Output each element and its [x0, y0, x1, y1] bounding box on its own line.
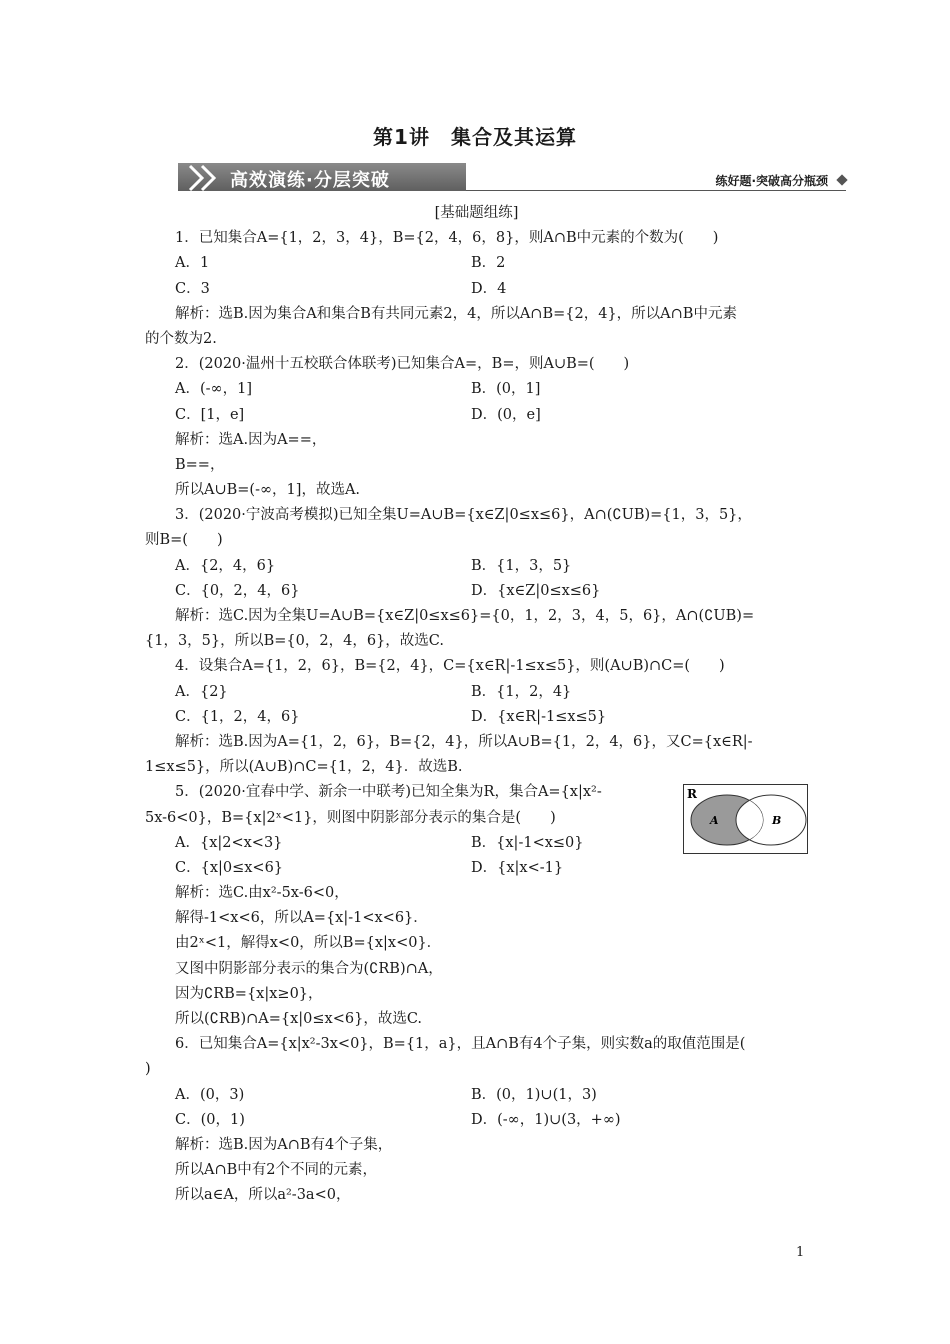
q6-stem: 6．已知集合A={x|x²-3x<0}，B={1，a}，且A∩B有4个子集，则实数a的取值范围是( [175, 1036, 746, 1053]
q4-option-b: B．{1，2，4} [471, 683, 572, 700]
q5-option-a: A．{x|2<x<3} [175, 834, 283, 851]
q5-solution-4: 又图中阴影部分表示的集合为(∁RB)∩A， [175, 960, 443, 977]
q5-solution-3: 由2ˣ<1，解得x<0，所以B={x|x<0}． [175, 935, 442, 952]
q6-solution-2: 所以A∩B中有2个不同的元素， [175, 1162, 378, 1179]
venn-label-a: A [710, 814, 719, 827]
q5-solution-5: 因为∁RB={x|x≥0}， [175, 985, 323, 1002]
q6-option-c: C．(0，1) [175, 1111, 245, 1128]
q6-solution-3: 所以a∈A，所以a²-3a<0， [175, 1187, 351, 1204]
q6-option-d: D．(-∞，1)∪(3，+∞) [471, 1111, 621, 1128]
venn-diagram [683, 784, 808, 854]
section-heading: [基础题组练] [434, 205, 519, 221]
q1-option-a: A．1 [175, 255, 210, 272]
q6-option-b: B．(0，1)∪(1，3) [471, 1086, 597, 1103]
page-number: 1 [796, 1245, 805, 1260]
q2-solution: 解析：选A.因为A==， [175, 431, 327, 448]
q4-option-a: A．{2} [175, 683, 228, 700]
q4-stem: 4．设集合A={1，2，6}，B={2，4}，C={x∈R|-1≤x≤5}，则(A∪B)∩C=( ) [175, 658, 725, 675]
q3-option-c: C．{0，2，4，6} [175, 582, 300, 599]
q3-option-d: D．{x∈Z|0≤x≤6} [471, 582, 601, 599]
venn-universe-label: R [687, 787, 697, 801]
q5-solution-2: 解得-1<x<6，所以A={x|-1<x<6}． [175, 910, 428, 927]
q2-option-d: D．(0，e] [471, 406, 541, 423]
q2-option-b: B．(0，1] [471, 381, 541, 398]
q4-option-c: C．{1，2，4，6} [175, 708, 300, 725]
section-banner [178, 162, 846, 194]
q1-option-d: D．4 [471, 280, 507, 297]
q4-solution-cont: 1≤x≤5}，所以(A∪B)∩C={1，2，4}．故选B. [145, 759, 463, 776]
q3-stem: 3．(2020·宁波高考模拟)已知全集U=A∪B={x∈Z|0≤x≤6}，A∩(∁UB)={1，3，5}， [175, 507, 752, 524]
q2-solution-2: B==， [175, 456, 225, 473]
page-title: 第1讲 集合及其运算 [373, 125, 577, 149]
q5-option-b: B．{x|-1<x≤0} [471, 834, 584, 851]
banner-rule [466, 190, 846, 191]
document-body [145, 201, 808, 1209]
q3-stem-cont: 则B=( ) [145, 532, 223, 549]
diamond-icon [836, 174, 847, 185]
q2-option-c: C．[1，e] [175, 406, 245, 423]
q2-solution-3: 所以A∪B=(-∞，1]，故选A. [175, 482, 361, 499]
q6-option-a: A．(0，3) [175, 1086, 245, 1103]
q3-solution: 解析：选C.因为全集U=A∪B={x∈Z|0≤x≤6}={0，1，2，3，4，5，6}，A∩(∁UB)= [175, 608, 755, 624]
q2-stem: 2．(2020·温州十五校联合体联考)已知集合A=，B=，则A∪B=( ) [175, 356, 630, 373]
q4-option-d: D．{x∈R|-1≤x≤5} [471, 708, 607, 725]
q3-option-b: B．{1，3，5} [471, 557, 572, 574]
q1-solution: 解析：选B.因为集合A和集合B有共同元素2，4，所以A∩B={2，4}，所以A∩B中元素 [175, 305, 737, 322]
q6-solution: 解析：选B.因为A∩B有4个子集， [175, 1136, 393, 1153]
q5-solution: 解析：选C.由x²-5x-6<0， [175, 885, 349, 902]
q6-stem-cont: ) [145, 1061, 151, 1078]
banner-slogan: 练好题·突破高分瓶颈 [715, 174, 828, 188]
q5-stem: 5．(2020·宜春中学、新余一中联考)已知全集为R，集合A={x|x²- [175, 784, 602, 801]
q2-option-a: A．(-∞，1] [175, 381, 252, 398]
q5-option-c: C．{x|0≤x<6} [175, 859, 284, 876]
q1-option-c: C．3 [175, 280, 210, 297]
banner-label: 高效演练·分层突破 [230, 170, 390, 191]
q5-stem-cont: 5x-6<0}，B={x|2ˣ<1}，则图中阴影部分表示的集合是( ) [145, 809, 556, 826]
q5-solution-6: 所以(∁RB)∩A={x|0≤x<6}，故选C. [175, 1011, 423, 1027]
q5-option-d: D．{x|x<-1} [471, 859, 564, 876]
q1-solution-cont: 的个数为2. [145, 330, 217, 347]
venn-label-b: B [772, 814, 782, 827]
q1-stem: 1．已知集合A={1，2，3，4}，B={2，4，6，8}，则A∩B中元素的个数为( ) [175, 230, 719, 247]
q1-option-b: B．2 [471, 255, 506, 272]
q4-solution: 解析：选B.因为A={1，2，6}，B={2，4}，所以A∪B={1，2，4，6}，又C={x∈R|- [175, 733, 753, 750]
chevron-right-icon [184, 163, 228, 193]
q3-option-a: A．{2，4，6} [175, 557, 276, 574]
q3-solution-cont: {1，3，5}，所以B={0，2，4，6}，故选C. [145, 633, 444, 650]
